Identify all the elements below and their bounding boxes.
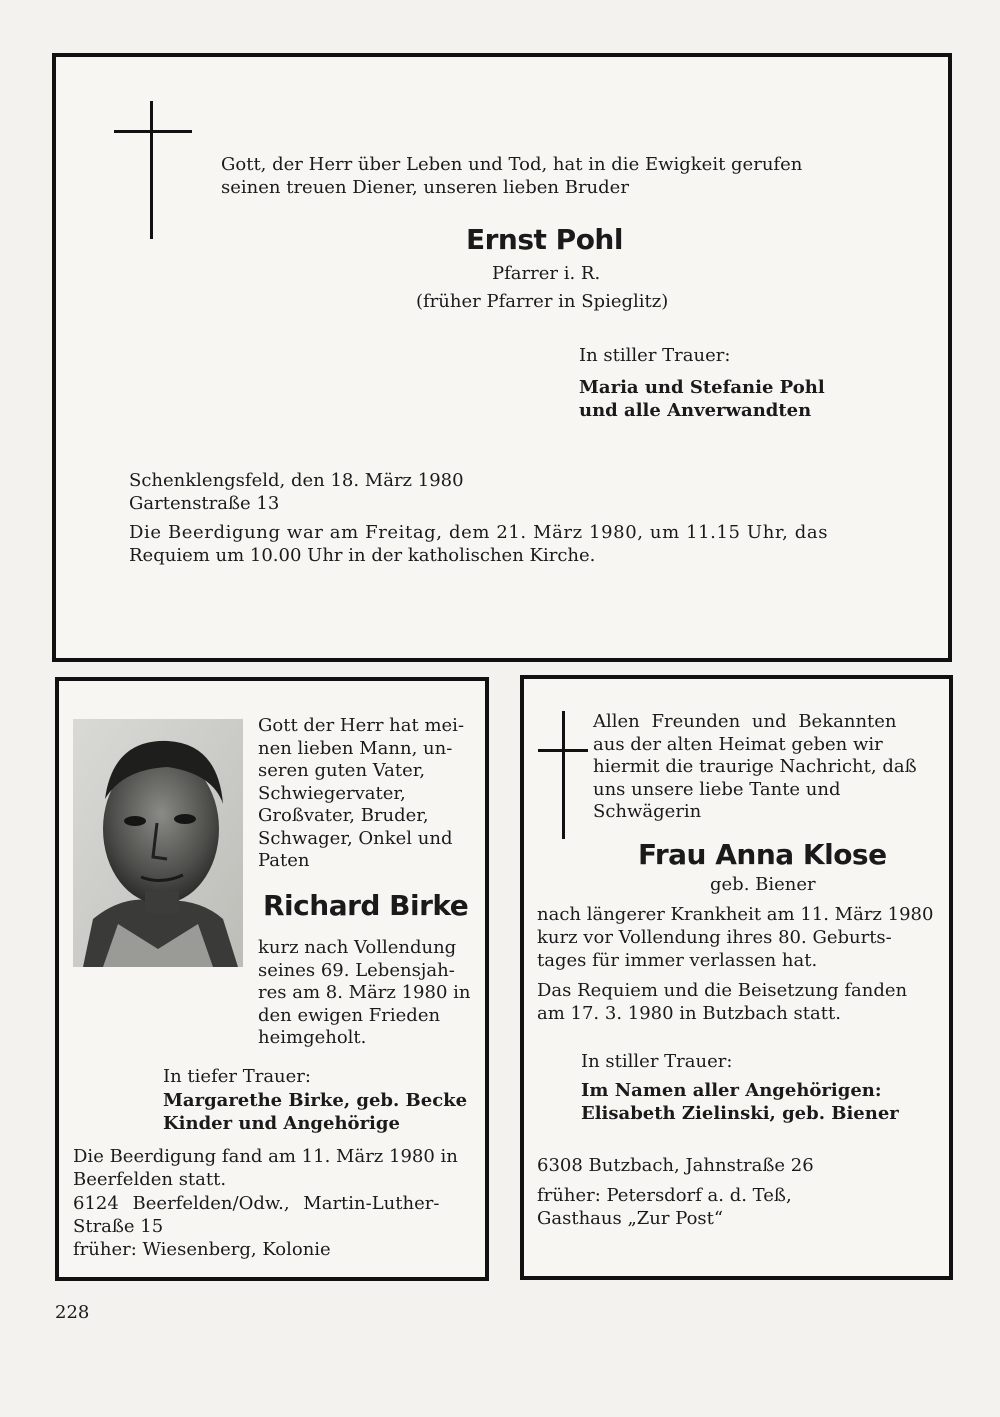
klose-former-1: früher: Petersdorf a. d. Teß,	[537, 1185, 792, 1206]
klose-mourner-1: Im Namen aller Angehörigen:	[581, 1080, 882, 1101]
klose-mourning-label: In stiller Trauer:	[581, 1051, 733, 1072]
cross-icon	[562, 711, 565, 839]
birke-funeral-1: Die Beerdigung fand am 11. März 1980 in	[73, 1146, 458, 1167]
obituary-richard-birke	[55, 677, 489, 1281]
birke-after-1: kurz nach Vollendung	[258, 937, 457, 958]
klose-intro-3: hiermit die traurige Nachricht, daß	[593, 756, 917, 777]
birke-mourner-1: Margarethe Birke, geb. Becke	[163, 1090, 468, 1111]
birke-after-4: den ewigen Frieden	[258, 1004, 441, 1026]
birke-funeral-2: Beerfelden statt.	[73, 1169, 227, 1190]
pohl-former: (früher Pfarrer in Spieglitz)	[416, 291, 669, 312]
pohl-address: Gartenstraße 13	[129, 493, 280, 514]
birke-intro-3: seren guten Vater,	[258, 760, 426, 781]
portrait-photo	[73, 719, 243, 967]
birke-after-5: heimgeholt.	[258, 1027, 367, 1048]
klose-former-2: Gasthaus „Zur Post“	[537, 1208, 724, 1229]
birke-mourner-2: Kinder und Angehörige	[163, 1113, 400, 1134]
klose-intro-5: Schwägerin	[593, 801, 702, 822]
birke-intro-4: Schwiegervater,	[258, 782, 406, 804]
birke-address-1: 6124 Beerfelden/Odw., Martin-Luther-	[73, 1193, 440, 1214]
klose-after-1: nach längerer Krankheit am 11. März 1980	[537, 904, 934, 925]
pohl-funeral-2: Requiem um 10.00 Uhr in der katholischen Kirche.	[129, 545, 596, 566]
klose-after-2: kurz vor Vollendung ihres 80. Geburts-	[537, 927, 892, 948]
cross-bar	[538, 749, 588, 752]
birke-intro-1: Gott der Herr hat mei-	[258, 715, 465, 736]
klose-mourner-2: Elisabeth Zielinski, geb. Biener	[581, 1103, 899, 1124]
pohl-name: Ernst Pohl	[466, 223, 623, 256]
pohl-funeral-1: Die Beerdigung war am Freitag, dem 21. März 1980, um 11.15 Uhr, das	[129, 522, 829, 543]
birke-intro-5: Großvater, Bruder,	[258, 805, 429, 826]
pohl-place-date: Schenklengsfeld, den 18. März 1980	[129, 470, 464, 491]
klose-name: Frau Anna Klose	[638, 838, 887, 871]
klose-intro-1: Allen Freunden und Bekannten	[593, 711, 897, 732]
obituary-ernst-pohl	[52, 53, 952, 662]
birke-address-2: Straße 15	[73, 1216, 164, 1237]
klose-intro	[593, 711, 937, 824]
cross-bar	[114, 130, 192, 133]
pohl-mourning-label: In stiller Trauer:	[579, 345, 731, 366]
pohl-intro-2: seinen treuen Diener, unseren lieben Bruder	[221, 177, 629, 198]
birke-name: Richard Birke	[263, 889, 469, 922]
pohl-title: Pfarrer i. R.	[492, 263, 601, 284]
pohl-mourner-2: und alle Anverwandten	[579, 400, 812, 421]
klose-address: 6308 Butzbach, Jahnstraße 26	[537, 1155, 814, 1176]
birke-intro-6: Schwager, Onkel und	[258, 827, 453, 849]
birke-mourning-label: In tiefer Trauer:	[163, 1066, 311, 1087]
klose-intro-2: aus der alten Heimat geben wir	[593, 733, 883, 755]
klose-born: geb. Biener	[710, 874, 816, 895]
klose-requiem-2: am 17. 3. 1980 in Butzbach statt.	[537, 1003, 841, 1024]
birke-after-3: res am 8. März 1980 in	[258, 982, 471, 1003]
birke-intro-2: nen lieben Mann, un-	[258, 737, 453, 759]
obituary-anna-klose	[520, 675, 953, 1280]
page-number: 228	[55, 1302, 90, 1323]
klose-intro-4: uns unsere liebe Tante und	[593, 778, 841, 800]
birke-after-2: seines 69. Lebensjah-	[258, 959, 455, 981]
cross-icon	[150, 101, 153, 239]
birke-intro-7: Paten	[258, 850, 310, 871]
birke-after	[258, 937, 472, 1050]
birke-intro	[258, 715, 472, 873]
klose-requiem-1: Das Requiem und die Beisetzung fanden	[537, 980, 908, 1001]
pohl-mourner-1: Maria und Stefanie Pohl	[579, 377, 825, 398]
birke-former: früher: Wiesenberg, Kolonie	[73, 1239, 331, 1260]
klose-after-3: tages für immer verlassen hat.	[537, 950, 818, 971]
pohl-intro-1: Gott, der Herr über Leben und Tod, hat in die Ewigkeit gerufen	[221, 154, 803, 175]
